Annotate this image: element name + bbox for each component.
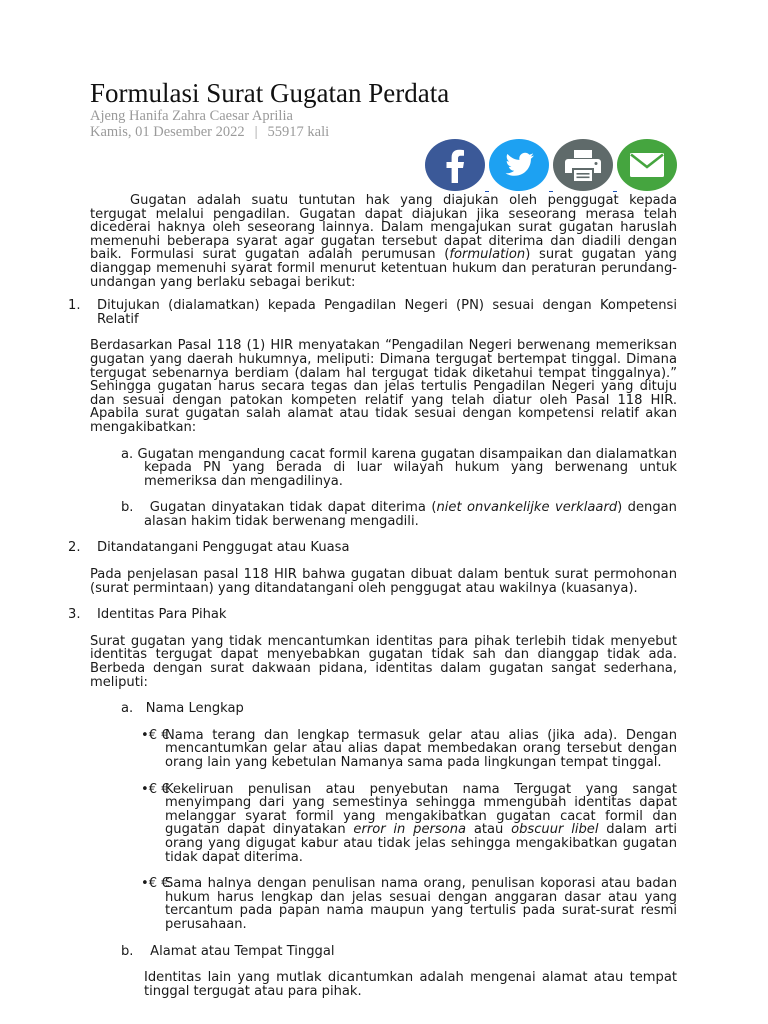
section-heading: Ditandatangani Penggugat atau Kuasa <box>97 540 350 556</box>
print-button[interactable] <box>553 139 613 191</box>
sub-item-title: a. Nama Lengkap <box>121 701 244 717</box>
section-paragraph: Berdasarkan Pasal 118 (1) HIR menyatakan “Pengadilan Negeri berwenang memeriksan gugatan yang daerah hukumnya, meliputi: Dimana tergugat bertempat tinggal. Dimana tergugat sebenarnya berdiam (dalam hal tergugat tidak diketahui tempat tinggalnya).” Sehingga gugatan harus secara tegas dan jelas tertulis Pengadilan Negeri yang dituju dan sesuai dengan patokan kompeten relatif yang telah diatur oleh Pasal 118 HIR. Apabila surat gugatan salah alamat atau tidak sesuai dengan kompetensi relatif akan mengakibatkan: <box>90 338 677 435</box>
share-link-underline <box>549 191 553 192</box>
bullet-icon: •€ € <box>141 876 170 892</box>
section-paragraph: Surat gugatan yang tidak mencantumkan identitas para pihak terlebih tidak menyebut identitas tergugat dapat menyebabkan gugatan tidak sah dan dianggap tidak ada. Berbeda dengan surat dakwaan pidana, identitas dalam gugatan sangat sederhana, meliputi: <box>90 633 677 690</box>
twitter-share-button[interactable] <box>489 139 549 191</box>
printer-icon <box>553 139 613 191</box>
twitter-icon <box>489 139 549 191</box>
facebook-icon <box>425 139 485 191</box>
section-heading: Identitas Para Pihak <box>97 607 227 623</box>
list-number: 1. <box>68 298 81 314</box>
article-meta <box>90 124 329 141</box>
list-item-section-2 <box>68 540 677 556</box>
sub-item-b <box>90 945 677 959</box>
section-heading: Ditujukan (dialamatkan) kepada Pengadilan Negeri (PN) sesuai dengan Kompetensi Relatif <box>97 298 677 327</box>
email-share-button[interactable] <box>617 139 677 191</box>
share-link-underline <box>485 191 489 192</box>
list-item <box>90 729 677 770</box>
sub-item-text: a. Gugatan mengandung cacat formil karena gugatan disampaikan dan dialamatkan kepada PN yang berada di luar wilayah hukum yang berwenang untuk memeriksa dan mengadilinya. <box>121 446 677 489</box>
share-link-underline <box>613 191 617 192</box>
article-body <box>68 193 677 999</box>
sub-item-b <box>90 501 677 528</box>
envelope-icon <box>617 139 677 191</box>
sub-item-a <box>90 448 677 489</box>
meta-separator: | <box>254 124 258 140</box>
bullet-icon: •€ € <box>141 727 170 743</box>
list-item-section-1 <box>68 298 677 327</box>
list-item <box>90 877 677 931</box>
article-author: Ajeng Hanifa Zahra Caesar Aprilia <box>90 108 293 124</box>
article-title: Formulasi Surat Gugatan Perdata <box>90 78 450 108</box>
sub-item-paragraph: Identitas lain yang mutlak dicantumkan adalah mengenai alamat atau tempat tinggal tergugat atau para pihak. <box>144 970 677 999</box>
bullet-text: Kekeliruan penulisan atau penyebutan nama Tergugat yang sangat menyimpang dari yang semestinya sehingga mmengubah identitas dapat melanggar syarat formil yang mengakibatkan gugatan cacat formil dan gugatan dapat dinyatakan error in persona atau obscuur libel dalam arti orang yang digugat kabur atau tidak jelas sehingga mengakibatkan gugatan tidak dapat diterima. <box>165 781 677 865</box>
bullet-text: Nama terang dan lengkap termasuk gelar atau alias (jika ada). Dengan mencantumkan gelar atau alias dapat membedakan orang tersebut dengan orang lain yang kebetulan Namanya sama pada lingkungan tempat tinggal. <box>165 727 677 770</box>
section-paragraph: Pada penjelasan pasal 118 HIR bahwa gugatan dibuat dalam bentuk surat permohonan (surat permintaan) yang ditandatangani oleh penggugat atau wakilnya (kuasanya). <box>90 567 677 596</box>
sub-item-title: b. Alamat atau Tempat Tinggal <box>121 943 335 959</box>
facebook-share-button[interactable] <box>425 139 485 191</box>
bullet-text: Sama halnya dengan penulisan nama orang, penulisan koporasi atau badan hukum harus lengkap dan jelas sesuai dengan anggaran dasar atau yang tercantum pada papan nama maupun yang tertulis pada surat-surat resmi perusahaan. <box>165 876 677 932</box>
sub-item-text: b. Gugatan dinyatakan tidak dapat diterima (niet onvankelijke verklaard) dengan alasan hakim tidak berwenang mengadili. <box>121 500 677 529</box>
bullet-icon: •€ € <box>141 781 170 797</box>
list-item-section-3 <box>68 607 677 623</box>
list-item <box>90 783 677 865</box>
list-number: 2. <box>68 540 81 556</box>
intro-paragraph: Gugatan adalah suatu tuntutan hak yang diajukan oleh penggugat kepada tergugat melalui pengadilan. Gugatan dapat diajukan jika seseorang merasa telah dicederai haknya oleh seseorang lainnya. Dalam mengajukan surat gugatan haruslah memenuhi beberapa syarat agar gugatan tersebut dapat diterima dan diadili dengan baik. Formulasi surat gugatan adalah perumusan (formulation) surat gugatan yang dianggap memenuhi syarat formil menurut ketentuan hukum dan peraturan perundang-undangan yang berlaku sebagai berikut: <box>90 193 677 290</box>
sub-item-a <box>90 702 677 716</box>
article-date: Kamis, 01 Desember 2022 <box>90 124 245 140</box>
article-views: 55917 kali <box>267 124 330 140</box>
list-number: 3. <box>68 607 81 623</box>
